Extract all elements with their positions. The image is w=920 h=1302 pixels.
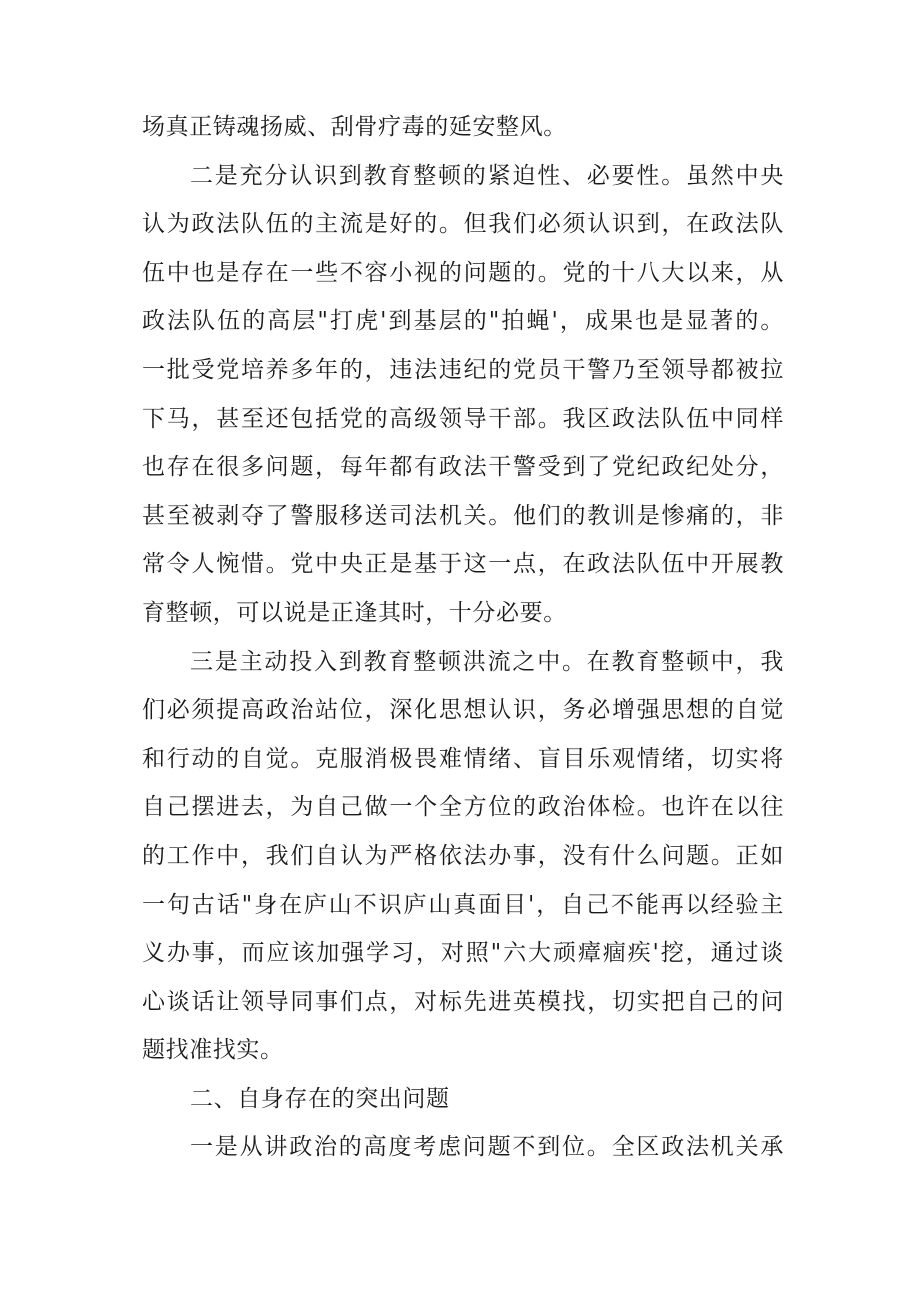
text-line: 心谈话让领导同事们点，对标先进英模找，切实把自己的问	[142, 988, 784, 1015]
text-line: 一句古话"身在庐山不识庐山真面目'，自己不能再以经验主	[142, 891, 784, 918]
text-line: 三是主动投入到教育整顿洪流之中。在教育整顿中，我	[190, 648, 784, 675]
text-line: 们必须提高政治站位，深化思想认识，务必增强思想的自觉	[142, 697, 784, 724]
document-body	[142, 103, 784, 1172]
text-line: 和行动的自觉。克服消极畏难情绪、盲目乐观情绪，切实将	[142, 745, 784, 772]
text-line: 自己摆进去，为自己做一个全方位的政治体检。也许在以往	[142, 794, 784, 821]
section-heading: 二、自身存在的突出问题	[190, 1085, 450, 1112]
text-line: 甚至被剥夺了警服移送司法机关。他们的教训是惨痛的，非	[142, 502, 784, 529]
text-line: 育整顿，可以说是正逢其时，十分必要。	[142, 599, 567, 626]
text-line: 常令人惋惜。党中央正是基于这一点，在政法队伍中开展教	[142, 551, 784, 578]
text-line: 场真正铸魂扬威、刮骨疗毒的延安整风。	[142, 114, 567, 140]
text-line: 认为政法队伍的主流是好的。但我们必须认识到，在政法队	[142, 211, 784, 238]
text-line: 二是充分认识到教育整顿的紧迫性、必要性。虽然中央	[190, 162, 784, 189]
text-line: 题找准找实。	[142, 1037, 284, 1064]
text-line: 伍中也是存在一些不容小视的问题的。党的十八大以来，从	[142, 259, 784, 286]
text-line: 一批受党培养多年的，违法违纪的党员干警乃至领导都被拉	[142, 356, 784, 383]
text-line: 也存在很多问题，每年都有政法干警受到了党纪政纪处分，	[142, 454, 784, 481]
text-line: 下马，甚至还包括党的高级领导干部。我区政法队伍中同样	[142, 405, 784, 432]
text-line: 义办事，而应该加强学习，对照"六大顽瘴痼疾'挖，通过谈	[142, 940, 784, 967]
text-line: 一是从讲政治的高度考虑问题不到位。全区政法机关承	[190, 1134, 784, 1161]
text-line: 政法队伍的高层"打虎'到基层的"拍蝇'，成果也是显著的。	[142, 308, 784, 335]
text-line: 的工作中，我们自认为严格依法办事，没有什么问题。正如	[142, 842, 784, 869]
